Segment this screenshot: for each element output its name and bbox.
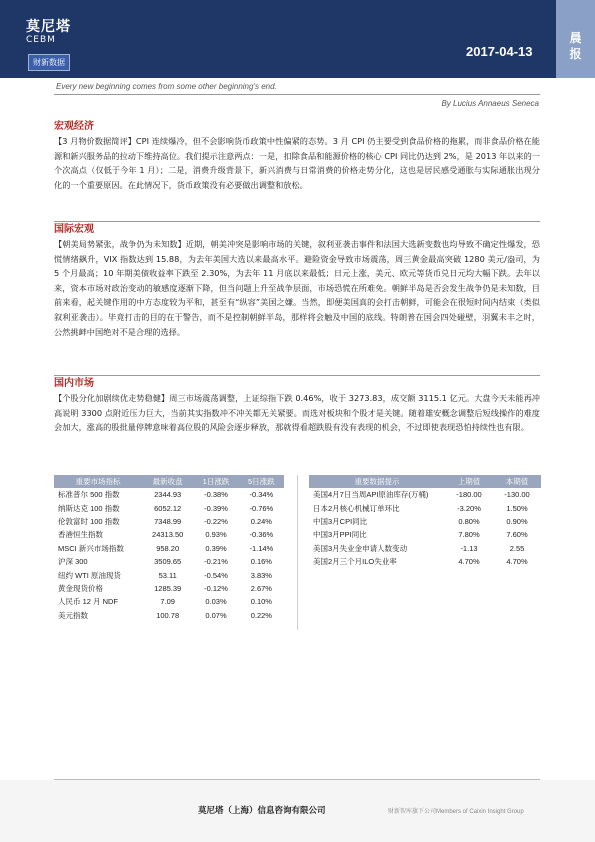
row-value: 7348.99 [154,516,182,526]
row-value: 0.90% [506,516,528,526]
column-header: 最新收盘 [142,475,193,488]
footer-divider [54,779,540,780]
data-highlights-table [309,475,541,568]
row-label: 纽约 WTI 原油现货 [58,570,121,580]
section-title: 国内市场 [54,378,94,389]
row-value: 3.83% [250,570,272,580]
section-body: 【3 月物价数据简评】CPI 连续爆冷，但不会影响货币政策中性偏紧的态势。3 月 CPI 仍主要受到食品价格的拖累，而非食品价格在能源和新兴服务品的拉动下维持高位。我们提示注意两点：一是，扣除食品和能源价格的核心 CPI 同比仍达到 2%，是 2013 年以来的一个次高点（仅低于今年 1 月）；二是，消费升级背景下，新兴消费与日常消费的价格走势分化，这也是居民感受通胀与实际通胀出现分化的一个重要原因。在此情况下，货币政策没有必要做出调整和放松。 [54,136,540,190]
row-label: 美国4月7日当周API原油库存(万桶) [313,490,429,500]
row-value: 2.55 [509,543,525,553]
row-value: -130.00 [504,490,530,500]
footer-note: 财新智库旗下公司Members of Caixin Insight Group [388,809,524,815]
row-value: 4.70% [458,557,480,567]
row-value: -0.21% [204,557,228,567]
section-body: 【个股分化加剧续优走势稳健】周三市场震荡调整，上证综指下跌 0.46%，收于 3273.83，成交额 3115.1 亿元。大盘今天未能再冲高说明 3300 点附近压力巨大，当前其实指数冲不冲关都无关紧要。而选对板块和个股才是关键。随着雄安概念调整后短线操作的难度会加大，涨高的股批量停牌意味着高位股的风险会逐步释放，那就得看超跌股有没有表现的机会，不过即使表现恐怕持续性也有限。 [54,393,540,433]
market-indicators-table [54,475,284,622]
row-value: 0.80% [458,516,480,526]
row-value: 0.24% [250,516,272,526]
row-value: 7.80% [458,530,480,540]
section-body: 【朝美局势紧张，战争仍为未知数】近期，朝美冲突是影响市场的关键，叙利亚袭击事件和法国大选新变数也均导致不确定性爆发，恐慌情绪飙升，VIX 指数达到 15.88，为去年美国大选以来最高水平。避险资金导致市场震荡，周三黄金最高突破 1280 美元/盎司，为 5 个月最高；10 年期美债收益率下跌至 2.30%，为去年 11 月底以来最低；日元上涨，美元、欧元等货币兑日元均大幅下跌。去年以来，资本市场对政治变动的敏感度逐渐下降，但当问题上升至战争层面，市场恐慌在所难免。朝鲜半岛是否会发生战争仍是未知数，目前来看，起关键作用的中方态度较为平和，甚至有“纵容”美国之嫌。当然，即便美国真的会打击朝鲜，可能会在很短时间内结束（类似叙利亚袭击）。毕竟打击的目的在于警告，而不是控制朝鲜半岛，那样将会触及中国的底线。特朗普在国会四处碰壁，羽翼未丰之时，公然挑衅中国绝对不是合理的选择。 [54,239,540,337]
row-value: 0.10% [250,597,272,607]
table-row [309,528,541,541]
row-value: 24313.50 [152,530,184,540]
column-header: 5日涨跌 [239,475,284,488]
row-label: 人民币 12 月 NDF [58,597,119,607]
row-value: 1.50% [506,503,528,513]
report-date: 2017-04-13 [466,44,533,59]
company-logo [26,20,71,45]
table-header-row [309,475,541,488]
table-row [54,488,284,501]
logo-en-text: CEBM [26,35,56,45]
quote-author: By Lucius Annaeus Seneca [441,99,539,108]
row-label: 日本2月核心机械订单环比 [313,503,400,513]
row-value: 100.78 [156,610,180,620]
row-value: 0.22% [250,610,272,620]
row-value: 0.16% [250,557,272,567]
row-label: 伦敦富时 100 指数 [58,516,120,526]
row-label: 黄金现货价格 [58,583,103,593]
table-row [54,515,284,528]
row-value: 3509.65 [154,557,182,567]
table-row [54,582,284,595]
row-label: 沪深 300 [58,557,88,567]
section-divider [54,375,540,376]
row-value: 0.07% [205,610,227,620]
row-value: 7.60% [506,530,528,540]
table-row [54,501,284,514]
table-row [309,515,541,528]
table-divider [297,475,298,630]
row-value: -0.38% [204,490,228,500]
row-value: 958.20 [156,543,180,553]
column-header: 上期值 [445,475,493,488]
row-value: 2344.93 [154,490,182,500]
page-header [0,0,595,78]
row-label: 中国3月PPI同比 [313,530,367,540]
table-row [309,542,541,555]
row-value: 2.67% [250,583,272,593]
section-domestic [54,377,540,435]
row-value: -0.54% [204,570,228,580]
row-value: -0.39% [204,503,228,513]
row-value: 1285.39 [154,583,182,593]
row-label: 纳斯达克 100 指数 [58,503,120,513]
row-value: -1.13 [460,543,478,553]
table-row [309,488,541,501]
row-label: 美国3月失业金申请人数变动 [313,543,408,553]
table-row [54,555,284,568]
row-value: -1.14% [249,543,274,553]
row-value: -3.20% [457,503,481,513]
row-value: 0.39% [205,543,227,553]
row-label: 标准普尔 500 指数 [58,490,120,500]
caixin-badge: 财新数据 [28,54,70,71]
side-tab-char-1: 晨 [569,31,582,45]
row-label: 美国2月三个月ILO失业率 [313,557,397,567]
column-header: 重要数据提示 [309,475,445,488]
row-value: 7.09 [160,597,175,607]
row-value: 4.70% [506,557,528,567]
table-row [309,555,541,568]
row-value: 53.11 [158,570,177,580]
section-international [54,223,540,339]
row-value: -0.36% [249,530,274,540]
data-table-body [309,488,541,568]
row-value: 0.93% [205,530,227,540]
row-label: 香港恒生指数 [58,530,103,540]
section-title: 国际宏观 [54,224,94,235]
row-value: -0.12% [204,583,228,593]
row-value: -0.22% [204,516,228,526]
table-row [54,609,284,622]
section-macro [54,120,540,192]
table-row [54,595,284,608]
section-divider [54,221,540,222]
quote-text: Every new beginning comes from some other beginning's end. [56,82,277,91]
logo-cn-text: 莫尼塔 [26,19,71,35]
column-header: 本期值 [493,475,541,488]
table-row [309,501,541,514]
row-value: -0.76% [249,503,274,513]
section-title: 宏观经济 [54,121,94,132]
table-row [54,528,284,541]
row-value: -0.34% [249,490,274,500]
column-header: 重要市场指标 [54,475,142,488]
column-header: 1日涨跌 [193,475,238,488]
row-value: 0.03% [205,597,227,607]
row-label: MSCI 新兴市场指数 [58,543,124,553]
row-label: 中国3月CPI同比 [313,516,368,526]
row-value: 6052.12 [154,503,182,513]
side-tab-char-2: 报 [569,47,582,61]
footer-company: 莫尼塔（上海）信息咨询有限公司 [198,806,326,816]
table-row [54,568,284,581]
quote-divider [54,94,540,95]
table-header-row [54,475,284,488]
market-table-body [54,488,284,622]
table-row [54,542,284,555]
row-label: 美元指数 [58,610,88,620]
row-value: -180.00 [456,490,482,500]
morning-report-tab [556,0,595,78]
